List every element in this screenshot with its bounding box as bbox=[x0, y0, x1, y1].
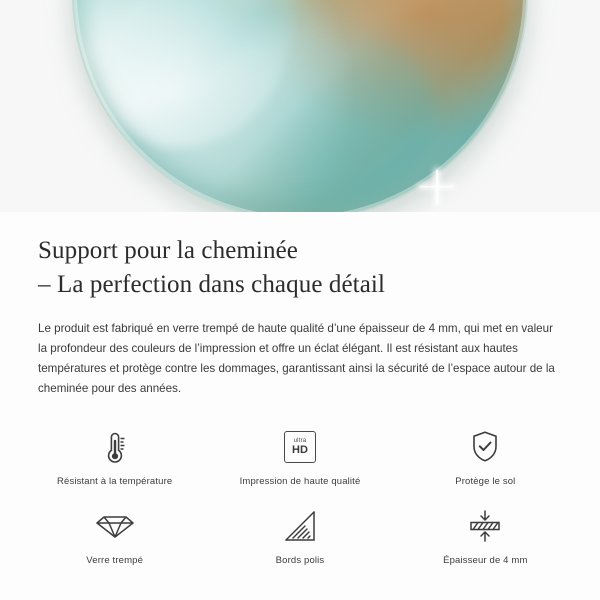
feature-item-polished-edges bbox=[207, 504, 392, 567]
ultra-hd-bottom-label: HD bbox=[292, 443, 308, 456]
glass-plate-image bbox=[72, 0, 528, 212]
product-description: Le produit est fabriqué en verre trempé de haute qualité d’une épaisseur de 4 mm, qui met en valeur la profondeur des couleurs de l’impression et offre un éclat élégant. Il est résistant aux hautes températures et protège contre les dommages, garantissant ainsi la sécurité de l’espace autour de la cheminée pour des années. bbox=[38, 322, 555, 395]
headline-line-1: Support pour la cheminée bbox=[38, 237, 298, 264]
polished-edges-icon bbox=[283, 504, 317, 548]
feature-label: Verre trempé bbox=[86, 555, 144, 567]
feature-item-print-quality bbox=[207, 425, 392, 488]
thermometer-icon bbox=[97, 425, 133, 469]
hero-image bbox=[0, 0, 600, 212]
feature-label: Bords polis bbox=[275, 555, 325, 567]
feature-label: Protège le sol bbox=[455, 475, 516, 487]
diamond-icon bbox=[95, 504, 135, 548]
ultra-hd-top-label: ultra bbox=[293, 437, 307, 444]
feature-label: Épaisseur de 4 mm bbox=[443, 555, 528, 567]
feature-item-floor-protection bbox=[393, 425, 578, 488]
feature-item-temperature bbox=[22, 425, 207, 488]
feature-label: Impression de haute qualité bbox=[239, 475, 361, 487]
feature-label: Résistant à la température bbox=[57, 475, 173, 487]
feature-grid bbox=[0, 425, 600, 568]
feature-item-thickness bbox=[393, 504, 578, 567]
thickness-icon bbox=[465, 504, 505, 548]
headline-line-2: – La perfection dans chaque détail bbox=[38, 270, 385, 298]
feature-item-tempered-glass bbox=[22, 504, 207, 567]
page-title bbox=[38, 234, 562, 301]
shield-check-icon bbox=[468, 425, 502, 469]
content-block bbox=[0, 212, 600, 399]
ultra-hd-icon bbox=[284, 425, 316, 469]
